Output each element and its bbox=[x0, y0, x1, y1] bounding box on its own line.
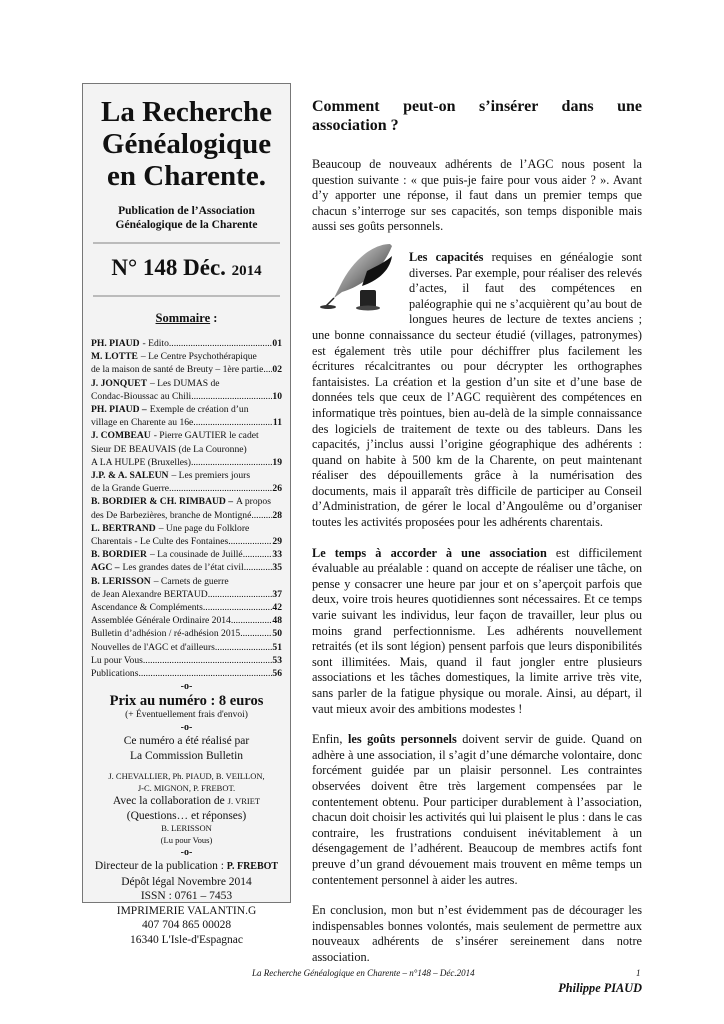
toc-title: - Pierre GAUTIER le cadet bbox=[153, 430, 259, 442]
toc-entry bbox=[91, 614, 282, 627]
toc-title: – Le Centre Psychothérapique bbox=[140, 351, 257, 363]
toc-entry bbox=[91, 561, 282, 574]
toc-author: B. LERISSON bbox=[91, 575, 151, 587]
toc-entry bbox=[91, 416, 282, 429]
toc-leader bbox=[231, 614, 273, 627]
toc-page: 42 bbox=[272, 602, 282, 614]
toc-author: PH. PIAUD bbox=[91, 338, 140, 349]
toc-author: J. COMBEAU bbox=[91, 430, 151, 442]
toc-title: village en Charente au 16e bbox=[91, 417, 194, 429]
toc-leader bbox=[191, 456, 272, 469]
toc-page: 50 bbox=[272, 628, 282, 640]
toc-entry bbox=[91, 469, 282, 482]
toc-entry bbox=[91, 443, 282, 456]
toc-title: – Les premiers jours bbox=[171, 470, 251, 482]
toc-leader bbox=[251, 509, 272, 522]
toc-page: 48 bbox=[272, 615, 282, 627]
toc-author: B. BORDIER bbox=[91, 549, 147, 561]
toc-leader bbox=[263, 363, 272, 376]
members: J-C. MIGNON, P. FREBOT. bbox=[137, 782, 236, 793]
legal-deposit: Dépôt légal Novembre 2014 bbox=[121, 875, 252, 888]
issn: ISSN : 0761 – 7453 bbox=[140, 890, 233, 903]
toc-leader bbox=[208, 588, 273, 601]
toc-title: A propos bbox=[236, 496, 271, 508]
toc-title: – La cousinade de Juillé bbox=[149, 549, 243, 561]
toc-entry bbox=[91, 601, 282, 614]
sidebar-box: La Recherche Généalogique en Charente. Publication de l’Association Généalogique de la Charente N° 148 Déc. 2014 Sommaire : PH. PIAUD - Edito ..... 01 M. LOTTE – Le Centre Psychothérapique de la maison de santé de Breuty – 1ère partie ..... 02 J. JONQUET – Les DUMAS de Condac-Bioussac au Chili ..... 10 PH. PIAUD – Exemple de création d’un village en Charente au 16e ..... 11 J. COMBEAU - Pierre GAUTIER le cadet Sieur DE BEAUVAIS (de La Couronne) A LA HULPE (Bruxelles) ..... 19 J.P. & A. SALEUN – Les premiers jours de la Grande Guerre ..... 26 B. BORDIER & CH. RIMBAUD – A propos des De Barbezières, branche de Montigné ..... 28 L. BERTRAND – Une page du Folklore Charentais - Le Culte des Fontaines ..... 29 B. BORDIER – La cousinade de Juillé ..... 33 AGC – Les grandes dates de l’état civil ..... 35 B. LERISSON – Carnets de guerre de Jean Alexandre BERTAUD ..... 37 Ascendance & Compléments ..... 42 Assemblée Générale Ordinaire 2014 ..... 48 Bulletin d’adhésion / ré-adhésion 2015 ..... 50 Nouvelles de l'AGC et d'ailleurs ..... 51 Lu pour Vous ..... 53 Publications ..... 56 -o- Prix au numéro : 8 euros (+ Éventuellement frais d'envoi) -o- Ce numéro a été réalisé par La Commission Bulletin J. CHEVALLIER, Ph. PIAUD, B. VEILLON, J-C. MIGNON, P. FREBOT. Avec la collaboration de J. VRIET (Questions… et réponses) B. LERISSON (Lu pour Vous) -o- Directeur de la publication : P. FREBOT Dépôt légal Novembre 2014 ISSN : 0761 – 7453 IMPRIMERIE VALANTIN.G 407 704 865 00028 16340 L'Isle-d'Espagnac bbox=[82, 83, 291, 903]
toc-entry bbox=[91, 429, 282, 442]
toc-title: Publications bbox=[91, 668, 139, 680]
toc-entry bbox=[91, 509, 282, 522]
toc-page: 10 bbox=[272, 390, 282, 402]
toc-page: 01 bbox=[272, 338, 282, 349]
toc-entry bbox=[91, 390, 282, 403]
toc-entry bbox=[91, 495, 282, 508]
toc-entry bbox=[91, 667, 282, 680]
toc-page: 26 bbox=[272, 483, 282, 495]
toc-author: B. BORDIER & CH. RIMBAUD – bbox=[91, 496, 234, 508]
toc-page: 28 bbox=[272, 509, 282, 521]
toc-page: 51 bbox=[272, 641, 282, 653]
toc-author: J.P. & A. SALEUN bbox=[91, 470, 169, 482]
shipping-note: (+ Éventuellement frais d'envoi) bbox=[125, 710, 248, 721]
toc-title: Condac-Bioussac au Chili bbox=[91, 390, 192, 402]
toc-leader bbox=[203, 601, 273, 614]
toc-leader bbox=[191, 390, 272, 403]
toc-entry bbox=[91, 641, 282, 654]
toc-page: 37 bbox=[272, 588, 282, 600]
toc-author: AGC – bbox=[91, 562, 120, 574]
toc-author: J. JONQUET bbox=[91, 377, 147, 389]
toc-title: Charentais - Le Culte des Fontaines bbox=[91, 536, 229, 548]
toc-leader bbox=[228, 535, 272, 548]
toc-title: des De Barbezières, branche de Montigné bbox=[91, 509, 252, 521]
toc-title: de la Grande Guerre bbox=[91, 483, 170, 495]
toc-leader bbox=[244, 561, 273, 574]
article bbox=[312, 97, 642, 996]
toc-leader bbox=[215, 641, 273, 654]
toc-leader bbox=[138, 667, 272, 680]
paragraph: Le temps à accorder à une association est difficilement évaluable au préalable : quand on accepte de réaliser une tâche, on pense y consacrer une heure par jour et on s’aperçoit parfois que deux, voire trois heures quotidiennes sont nécessaires. Et ce temps varie suivant les individus, leur façon de travailler, leur plus ou moins grand perfectionnisme. Les adhérents nouvellement retraités (et ils sont légion) pensent parfois que leurs disponibilités sont illimitées. Mais, quand il faut jongler entre plusieurs associations et les tâches domestiques, la limite arrive très vite, sans parler de la fatigue physique ou morale. Ainsi, au départ, il vaut mieux avoir des ambitions modestes ! bbox=[312, 545, 642, 716]
price: Prix au numéro : 8 euros bbox=[109, 693, 264, 710]
toc-title: de Jean Alexandre BERTAUD bbox=[91, 588, 208, 600]
toc-title: Ascendance & Compléments bbox=[91, 602, 203, 614]
toc-entry bbox=[91, 535, 282, 548]
toc-leader bbox=[169, 337, 273, 350]
toc-title: A LA HULPE (Bruxelles) bbox=[91, 456, 191, 468]
toc-leader bbox=[243, 548, 273, 561]
collaboration: B. LERISSON bbox=[161, 823, 212, 834]
toc-entry bbox=[91, 588, 282, 601]
signature: Philippe PIAUD bbox=[558, 980, 642, 995]
toc-page: 29 bbox=[272, 536, 282, 548]
toc-title: - Edito bbox=[142, 338, 169, 349]
toc-page: 53 bbox=[272, 654, 282, 666]
toc-page: 19 bbox=[272, 456, 282, 468]
toc-entry bbox=[91, 522, 282, 535]
sommaire-heading: Sommaire bbox=[155, 311, 211, 325]
separator: -o- bbox=[180, 681, 193, 693]
toc-entry bbox=[91, 456, 282, 469]
page-number: 1 bbox=[636, 968, 641, 978]
footer-text: La Recherche Généalogique en Charente – n°148 – Déc.2014 bbox=[252, 968, 475, 978]
address: 16340 L'Isle-d'Espagnac bbox=[129, 933, 244, 946]
paragraph: En conclusion, mon but n’est évidemment pas de décourager les indispensables bonnes volontés, mais seulement de permettre aux nouveaux adhérents de s’insérer sereinement dans notre association. bbox=[312, 903, 642, 964]
divider bbox=[93, 295, 280, 297]
toc-title: de la maison de santé de Breuty – 1ère partie bbox=[91, 364, 264, 376]
toc-title: Exemple de création d’un bbox=[149, 404, 249, 416]
toc-title: Bulletin d’adhésion / ré-adhésion 2015 bbox=[91, 628, 241, 640]
toc-title: – Une page du Folklore bbox=[158, 522, 250, 534]
toc-entry bbox=[91, 377, 282, 390]
toc-leader bbox=[169, 482, 272, 495]
printer: IMPRIMERIE VALANTIN.G bbox=[116, 904, 257, 917]
toc-title: – Carnets de guerre bbox=[153, 575, 229, 587]
toc-author: PH. PIAUD – bbox=[91, 404, 147, 416]
toc-title: Nouvelles de l'AGC et d'ailleurs bbox=[91, 641, 215, 653]
toc-page: 02 bbox=[272, 364, 282, 376]
credits: La Commission Bulletin bbox=[129, 749, 244, 762]
credits: Ce numéro a été réalisé par bbox=[123, 735, 250, 748]
toc-entry bbox=[91, 575, 282, 588]
toc-entry bbox=[91, 654, 282, 667]
separator: -o- bbox=[180, 847, 193, 859]
toc-entry bbox=[91, 403, 282, 416]
toc-page: 56 bbox=[272, 668, 282, 680]
collaboration-topic: (Lu pour Vous) bbox=[160, 834, 213, 845]
toc-leader bbox=[193, 416, 273, 429]
table-of-contents bbox=[91, 337, 282, 680]
collaboration: Avec la collaboration de J. VRIET bbox=[112, 795, 261, 808]
siret: 407 704 865 00028 bbox=[141, 919, 232, 932]
toc-entry bbox=[91, 350, 282, 363]
toc-entry bbox=[91, 548, 282, 561]
divider bbox=[93, 242, 280, 244]
publisher: Publication de l’Association Généalogique de la Charente bbox=[115, 205, 258, 231]
toc-entry bbox=[91, 337, 282, 350]
toc-title: – Les DUMAS de bbox=[149, 377, 220, 389]
toc-author: L. BERTRAND bbox=[91, 522, 156, 534]
toc-title: Sieur DE BEAUVAIS (de La Couronne) bbox=[91, 443, 247, 455]
paragraph: Enfin, les goûts personnels doivent servir de guide. Quand on adhère à une association, il s’agit d’une démarche volontaire, donc forcément guidée par un plaisir personnel. Les contraintes observées doivent être très largement compensées par le contentement obtenu. Pour participer durablement à l’association, chacun doit choisir les activités qui lui plaisent le plus : dans le cas contraire, les frustrations conduisent inévitablement à un désengagement de l’adhérent. Beaucoup de membres actifs font preuve d’un grand dévouement mais trouvent en même temps un contentement personnel à aider les autres. bbox=[312, 732, 642, 887]
paragraph: Les capacités requises en généalogie sont diverses. Par exemple, pour réaliser des relevés d’actes, il faut des compétences en paléographie qui ne s’acquièrent qu’au bout de longues heures de lecture de textes anciens ; une bonne connaissance du secteur étudié (villages, patronymes) est également très utile pour déchiffrer plus facilement les écritures récalcitrantes ou pour décrypter les orthographes fantaisistes. La création et la gestion d’un site et d’une base de données tels que ceux de l’AGC requièrent des compétences en informatique très pointues, bien au-delà de la simple connaissance des logiciels de traitement de texte ou des tableurs. Dans les capacités, j’inclus aussi l’origine géographique des adhérents : quand on habite à 500 km de la Charente, on peut maintenant réaliser des dépouillements grâce à la numérisation des documents, mais il apparaît très difficile de participer au Conseil d’Administration, de gérer le local d’Angoulême ou d’organiser toutes les activités proposées pour les adhérents charentais. bbox=[312, 249, 642, 530]
toc-leader bbox=[240, 627, 272, 640]
article-title: Comment peut-on s’insérer dans une association ? bbox=[312, 98, 642, 134]
toc-entry bbox=[91, 627, 282, 640]
members: J. CHEVALLIER, Ph. PIAUD, B. VEILLON, bbox=[108, 771, 265, 782]
toc-author: M. LOTTE bbox=[91, 351, 138, 363]
issue-number: N° 148 Déc. 2014 bbox=[111, 255, 262, 280]
toc-page: 33 bbox=[272, 549, 282, 561]
collaboration-topic: (Questions… et réponses) bbox=[126, 809, 247, 822]
toc-page: 35 bbox=[272, 562, 282, 574]
paragraph: Beaucoup de nouveaux adhérents de l’AGC nous posent la question suivante : « que puis-je faire pour vous aider ? ». Avant d’y apporter une réponse, il faut dans un premier temps que chacun s’interroge sur ses capacités, son temps disponible mais aussi ses goûts personnels. bbox=[312, 157, 642, 234]
toc-entry bbox=[91, 363, 282, 376]
toc-title: Lu pour Vous bbox=[91, 654, 143, 666]
separator: -o- bbox=[180, 722, 193, 734]
magazine-title: La Recherche Généalogique en Charente. bbox=[101, 96, 272, 192]
toc-title: Assemblée Générale Ordinaire 2014 bbox=[91, 615, 231, 627]
toc-page: 11 bbox=[272, 417, 282, 429]
toc-leader bbox=[143, 654, 273, 667]
toc-entry bbox=[91, 482, 282, 495]
director: Directeur de la publication : P. FREBOT bbox=[94, 860, 279, 873]
toc-title: Les grandes dates de l’état civil bbox=[122, 562, 244, 574]
